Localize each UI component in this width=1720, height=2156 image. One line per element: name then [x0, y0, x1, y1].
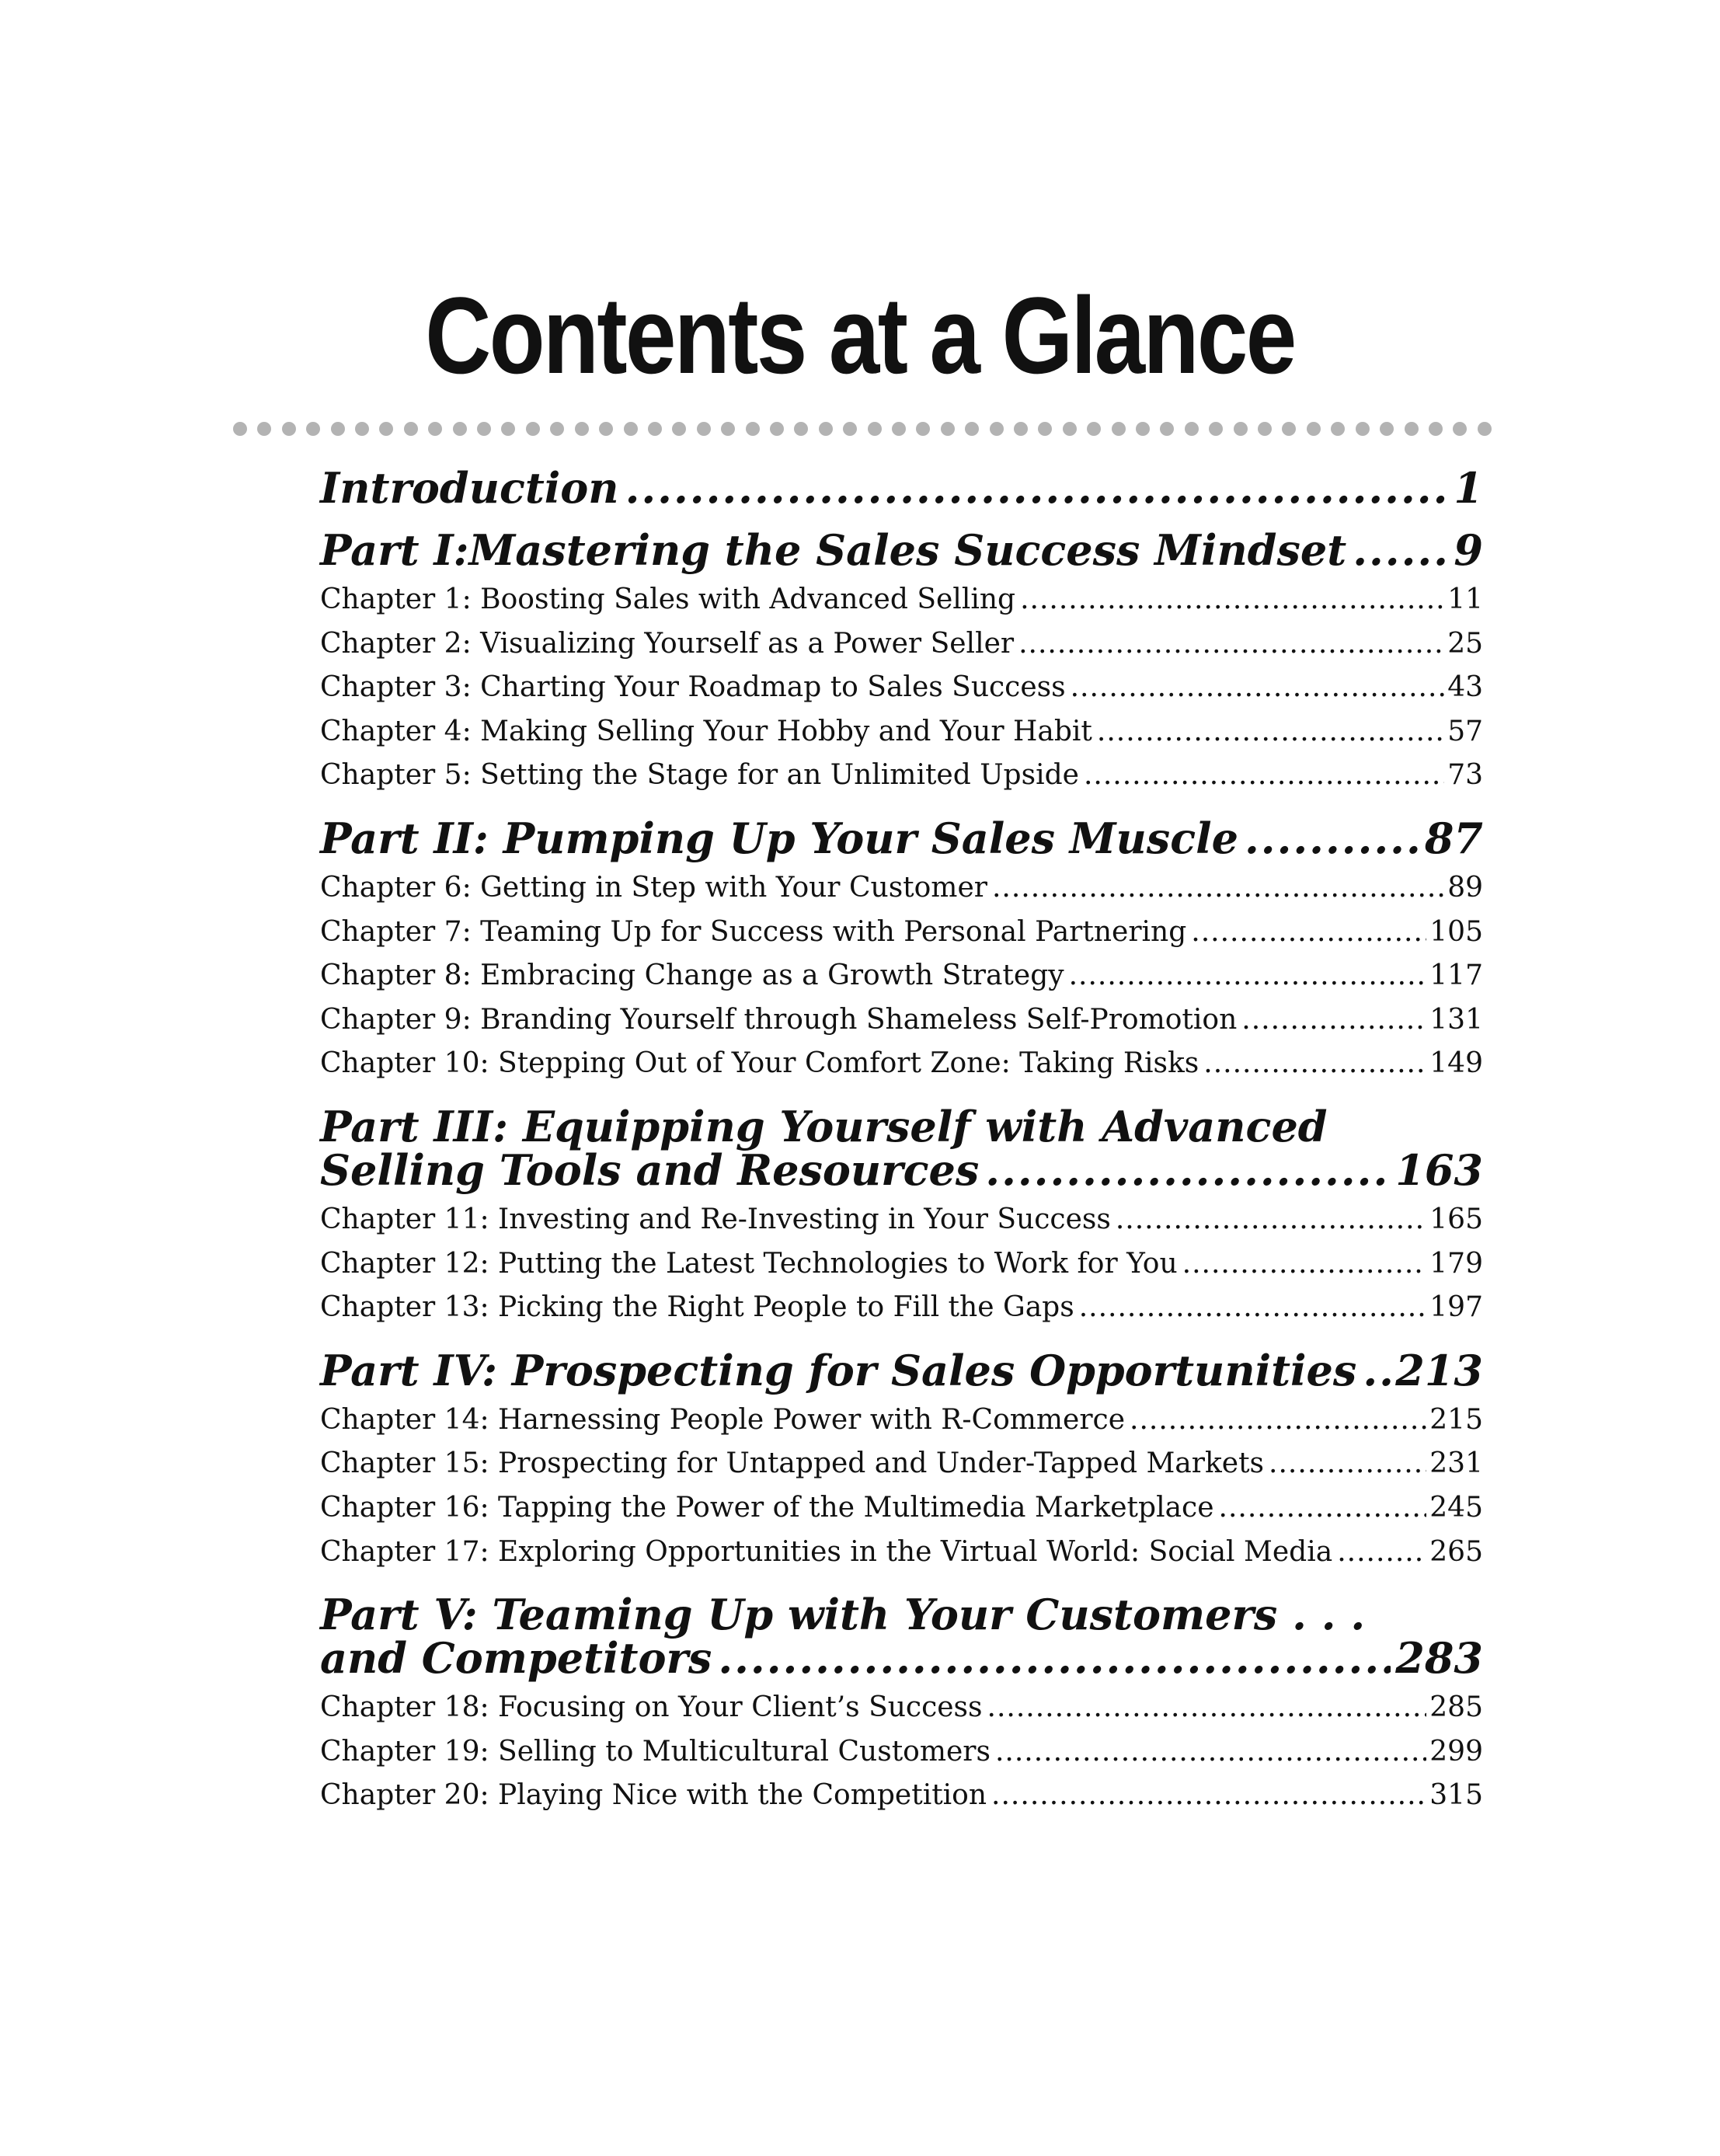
divider-dot — [843, 422, 857, 436]
dot-leader — [992, 866, 1444, 911]
divider-dot — [1185, 422, 1199, 436]
chapter-entry[interactable] — [320, 710, 1483, 754]
divider-dot — [1453, 422, 1467, 436]
chapter-page-number: 197 — [1429, 1291, 1483, 1324]
dotted-divider — [233, 420, 1492, 437]
dot-leader — [718, 1636, 1391, 1680]
chapter-entry[interactable] — [320, 1486, 1483, 1531]
divider-dot — [1160, 422, 1174, 436]
divider-dot — [1429, 422, 1443, 436]
chapter-title: Chapter 2: Visualizing Yourself as a Power Seller — [320, 627, 1015, 660]
dot-leader — [1241, 998, 1426, 1043]
chapter-title: Chapter 1: Boosting Sales with Advanced Selling — [320, 583, 1016, 615]
part-heading[interactable] — [320, 525, 1483, 575]
part-title-line: Part V: Teaming Up with Your Customers . . . — [320, 1590, 1366, 1640]
divider-dot — [477, 422, 491, 436]
chapter-page-number: 25 — [1447, 627, 1483, 660]
divider-dot — [379, 422, 393, 436]
dot-leader — [1071, 666, 1445, 710]
dot-leader — [1203, 1042, 1426, 1086]
chapter-entry[interactable] — [320, 1042, 1483, 1086]
dot-leader — [991, 1774, 1426, 1818]
chapter-page-number: 179 — [1429, 1247, 1483, 1280]
chapter-title: Chapter 17: Exploring Opportunities in the Virtual World: Social Media — [320, 1535, 1333, 1568]
divider-dot — [1282, 422, 1296, 436]
divider-dot — [916, 422, 930, 436]
table-of-contents — [320, 463, 1483, 1818]
divider-dot — [1258, 422, 1272, 436]
divider-dot — [282, 422, 296, 436]
dot-leader — [1020, 578, 1444, 622]
divider-dot — [575, 422, 589, 436]
divider-dot — [501, 422, 515, 436]
divider-dot — [868, 422, 882, 436]
divider-dot — [794, 422, 808, 436]
toc-part — [320, 510, 1483, 798]
chapter-entry[interactable] — [320, 911, 1483, 955]
part-title: Part IV: Prospecting for Sales Opportunities — [320, 1345, 1357, 1395]
part-title: and Competitors — [320, 1633, 712, 1684]
part-heading[interactable] — [320, 1633, 1483, 1684]
divider-dot — [1063, 422, 1077, 436]
divider-dot — [1112, 422, 1126, 436]
chapter-title: Chapter 12: Putting the Latest Technologies to Work for You — [320, 1247, 1178, 1280]
dot-leader — [1018, 622, 1444, 667]
part-page-number: 1 — [1454, 463, 1483, 513]
divider-dot — [941, 422, 955, 436]
divider-dot — [990, 422, 1004, 436]
dot-leader — [1219, 1486, 1427, 1531]
dot-leader — [1079, 1286, 1427, 1330]
chapter-page-number: 57 — [1447, 715, 1483, 747]
chapter-entry[interactable] — [320, 754, 1483, 798]
part-heading[interactable] — [320, 813, 1483, 863]
chapter-title: Chapter 14: Harnessing People Power with R-Commerce — [320, 1403, 1126, 1436]
divider-dot — [1380, 422, 1394, 436]
chapter-title: Chapter 10: Stepping Out of Your Comfort Zone: Taking Risks — [320, 1047, 1199, 1080]
chapter-page-number: 165 — [1429, 1203, 1483, 1235]
part-page-number: 163 — [1395, 1144, 1483, 1195]
chapter-title: Chapter 13: Picking the Right People to Fill the Gaps — [320, 1291, 1074, 1324]
divider-dot — [770, 422, 784, 436]
toc-part — [320, 1086, 1483, 1330]
part-title: Part I:Mastering the Sales Success Mindset — [320, 525, 1347, 575]
chapter-page-number: 265 — [1429, 1535, 1483, 1568]
part-heading[interactable] — [320, 1144, 1483, 1195]
chapter-entry[interactable] — [320, 1531, 1483, 1575]
divider-dot — [1405, 422, 1419, 436]
dot-leader — [1084, 754, 1444, 798]
part-page-number: 283 — [1395, 1633, 1483, 1684]
chapter-title: Chapter 3: Charting Your Roadmap to Sales Success — [320, 671, 1066, 704]
divider-dot — [624, 422, 638, 436]
divider-dot — [1209, 422, 1223, 436]
chapter-page-number: 131 — [1429, 1003, 1483, 1036]
divider-dot — [453, 422, 467, 436]
divider-dot — [233, 422, 247, 436]
chapter-entry[interactable] — [320, 1442, 1483, 1486]
divider-dot — [1478, 422, 1492, 436]
chapter-page-number: 73 — [1447, 759, 1483, 792]
chapter-page-number: 245 — [1429, 1491, 1483, 1524]
part-title: Introduction — [320, 463, 619, 513]
divider-dot — [1234, 422, 1248, 436]
divider-dot — [1331, 422, 1345, 436]
chapter-page-number: 105 — [1429, 915, 1483, 948]
chapter-title: Chapter 4: Making Selling Your Hobby and Your Habit — [320, 715, 1092, 747]
part-page-number: 213 — [1395, 1345, 1483, 1395]
chapter-title: Chapter 16: Tapping the Power of the Multimedia Marketplace — [320, 1491, 1214, 1524]
part-page-number: 87 — [1424, 813, 1483, 863]
dot-leader — [1191, 911, 1426, 955]
chapter-title: Chapter 20: Playing Nice with the Competition — [320, 1779, 987, 1812]
chapter-page-number: 215 — [1429, 1403, 1483, 1436]
divider-dot — [1038, 422, 1052, 436]
chapter-title: Chapter 19: Selling to Multicultural Customers — [320, 1735, 991, 1768]
chapter-title: Chapter 9: Branding Yourself through Shameless Self-Promotion — [320, 1003, 1238, 1036]
dot-leader — [1182, 1242, 1427, 1287]
divider-dot — [404, 422, 418, 436]
chapter-title: Chapter 8: Embracing Change as a Growth Strategy — [320, 960, 1064, 992]
dot-leader — [1130, 1398, 1426, 1443]
divider-dot — [331, 422, 345, 436]
divider-dot — [526, 422, 540, 436]
chapter-page-number: 231 — [1429, 1447, 1483, 1480]
dot-leader — [1245, 817, 1420, 860]
chapter-title: Chapter 7: Teaming Up for Success with Personal Partnering — [320, 915, 1187, 948]
part-title: Selling Tools and Resources — [320, 1144, 980, 1195]
chapter-page-number: 11 — [1447, 583, 1483, 615]
divider-dot — [599, 422, 613, 436]
divider-dot — [355, 422, 369, 436]
chapter-entry[interactable] — [320, 1398, 1483, 1443]
dot-leader — [625, 466, 1450, 510]
chapter-page-number: 285 — [1429, 1691, 1483, 1724]
divider-dot — [697, 422, 711, 436]
dot-leader — [985, 1148, 1391, 1192]
toc-part — [320, 1574, 1483, 1818]
part-heading[interactable] — [320, 1345, 1483, 1395]
divider-dot — [1307, 422, 1321, 436]
chapter-page-number: 315 — [1429, 1779, 1483, 1812]
part-title-line: Part III: Equipping Yourself with Advanced — [320, 1101, 1328, 1151]
chapter-page-number: 117 — [1429, 960, 1483, 992]
part-title: Part II: Pumping Up Your Sales Muscle — [320, 813, 1238, 863]
chapter-entry[interactable] — [320, 1286, 1483, 1330]
dot-leader — [1116, 1198, 1426, 1242]
toc-part — [320, 463, 1483, 513]
chapter-title: Chapter 11: Investing and Re-Investing in Your Success — [320, 1203, 1111, 1235]
divider-dot — [1014, 422, 1028, 436]
toc-part — [320, 798, 1483, 1086]
dot-leader — [1069, 954, 1427, 998]
dot-leader — [1363, 1349, 1391, 1392]
chapter-page-number: 299 — [1429, 1735, 1483, 1768]
chapter-entry[interactable] — [320, 622, 1483, 667]
divider-dot — [1087, 422, 1101, 436]
divider-dot — [965, 422, 979, 436]
divider-dot — [257, 422, 271, 436]
divider-dot — [746, 422, 760, 436]
chapter-entry[interactable] — [320, 578, 1483, 622]
chapter-entry[interactable] — [320, 954, 1483, 998]
chapter-page-number: 43 — [1447, 671, 1483, 704]
dot-leader — [1353, 528, 1449, 572]
chapter-entry[interactable] — [320, 1730, 1483, 1775]
divider-dot — [819, 422, 833, 436]
divider-dot — [721, 422, 735, 436]
chapter-entry[interactable] — [320, 1686, 1483, 1730]
dot-leader — [1097, 710, 1444, 754]
toc-part — [320, 1330, 1483, 1574]
chapter-title: Chapter 15: Prospecting for Untapped and Under-Tapped Markets — [320, 1447, 1265, 1480]
divider-dot — [672, 422, 686, 436]
chapter-entry[interactable] — [320, 1242, 1483, 1287]
dot-leader — [1269, 1442, 1426, 1486]
chapter-entry[interactable] — [320, 1198, 1483, 1242]
dot-leader — [995, 1730, 1426, 1775]
chapter-title: Chapter 18: Focusing on Your Client’s Success — [320, 1691, 983, 1724]
chapter-entry[interactable] — [320, 998, 1483, 1043]
divider-dot — [1356, 422, 1370, 436]
dot-leader — [987, 1686, 1427, 1730]
divider-dot — [892, 422, 906, 436]
chapter-title: Chapter 6: Getting in Step with Your Customer — [320, 871, 987, 904]
part-heading[interactable] — [320, 463, 1483, 513]
chapter-page-number: 149 — [1429, 1047, 1483, 1080]
chapter-page-number: 89 — [1447, 871, 1483, 904]
dot-leader — [1337, 1531, 1426, 1575]
chapter-title: Chapter 5: Setting the Stage for an Unlimited Upside — [320, 759, 1079, 792]
divider-dot — [1136, 422, 1150, 436]
divider-dot — [648, 422, 662, 436]
chapter-entry[interactable] — [320, 866, 1483, 911]
divider-dot — [550, 422, 564, 436]
chapter-entry[interactable] — [320, 1774, 1483, 1818]
divider-dot — [306, 422, 320, 436]
divider-dot — [428, 422, 442, 436]
page-title: Contents at a Glance — [425, 274, 1295, 396]
chapter-entry[interactable] — [320, 666, 1483, 710]
part-page-number: 9 — [1454, 525, 1483, 575]
